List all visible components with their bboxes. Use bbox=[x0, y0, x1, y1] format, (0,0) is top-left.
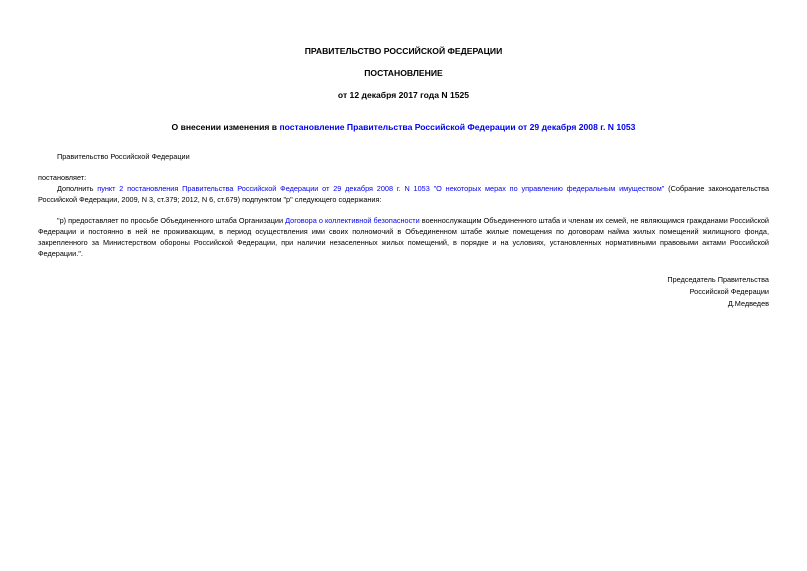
csto-treaty-link[interactable]: Договора о коллективной безопасности bbox=[285, 216, 420, 225]
document-title bbox=[38, 122, 769, 133]
decree-text: постановляет: bbox=[38, 173, 87, 182]
subparagraph-r bbox=[38, 215, 769, 259]
para2-before: "р) предоставляет по просьбе Объединенного штаба Организации bbox=[57, 216, 286, 225]
signature-name: Д.Медведев bbox=[727, 299, 769, 308]
date-number-heading: от 12 декабря 2017 года N 1525 bbox=[337, 90, 470, 100]
signature-position-line2: Российской Федерации bbox=[689, 287, 769, 296]
title-prefix: О внесении изменения в bbox=[171, 122, 280, 132]
amendment-paragraph bbox=[38, 183, 769, 205]
para1-decree-link[interactable]: пункт 2 постановления Правительства Российской Федерации от 29 декабря 2008 г. N 1053 "О некоторых мерах по управлению федеральным имуществом" bbox=[97, 184, 665, 193]
para2-after: военнослужащим Объединенного штаба и членам их семей, не являющимся гражданами Российской Федерации и постоянно в ней не проживающим, в период осуществления ими своих полномочий в Объединенном штабе жилые помещения по договорам найма жилых помещений жилищного фонда, закрепленного за Министерством обороны Российской Федерации, при наличии незаселенных жилых помещений, в порядке и на условиях, установленных нормативными правовыми актами Российской Федерации.". bbox=[38, 216, 770, 258]
signature-block bbox=[667, 274, 769, 310]
signature-position-line1: Председатель Правительства bbox=[667, 275, 769, 284]
para1-before: Дополнить bbox=[57, 184, 98, 193]
title-amended-decree-link[interactable]: постановление Правительства Российской Федерации от 29 декабря 2008 г. N 1053 bbox=[279, 122, 636, 132]
document-page bbox=[38, 0, 769, 571]
government-text: Правительство Российской Федерации bbox=[57, 152, 190, 161]
document-type-heading: ПОСТАНОВЛЕНИЕ bbox=[364, 68, 443, 78]
organization-heading: ПРАВИТЕЛЬСТВО РОССИЙСКОЙ ФЕДЕРАЦИИ bbox=[304, 46, 503, 56]
para1-after: (Собрание законодательства Российской Федерации, 2009, N 3, ст.379; 2012, N 6, ст.679) подпунктом "р" следующего содержания: bbox=[38, 184, 769, 204]
